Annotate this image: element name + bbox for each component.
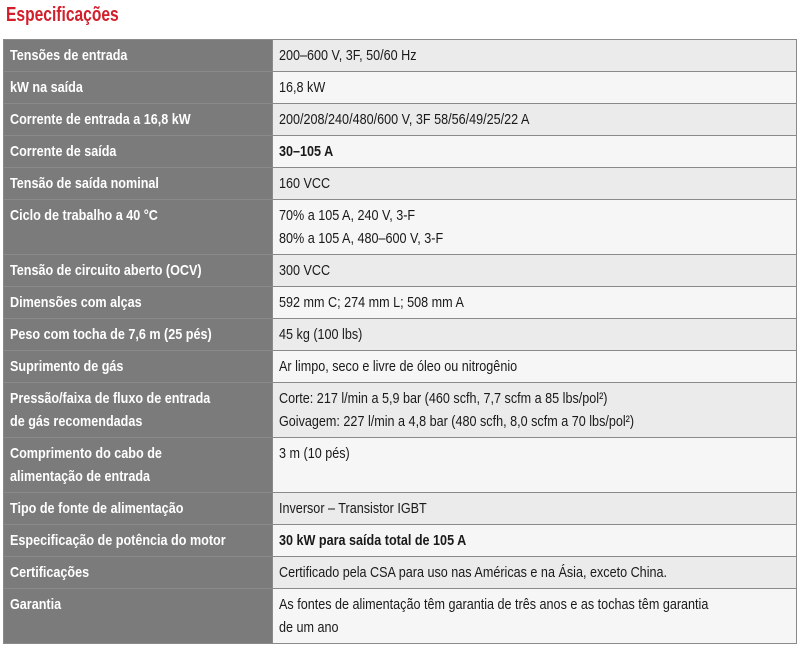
table-row [4,383,797,438]
spec-value: 16,8 kW [279,79,326,96]
spec-value-cell [273,104,797,136]
table-row [4,168,797,200]
spec-value-cell [273,557,797,589]
spec-value-cell [273,493,797,525]
spec-label-cell [4,319,273,351]
spec-value-cell [273,72,797,104]
spec-label: Comprimento do cabo de [10,445,162,462]
table-row [4,351,797,383]
spec-label: Tipo de fonte de alimentação [10,500,184,517]
spec-label: Tensão de saída nominal [10,175,159,192]
spec-value: Goivagem: 227 l/min a 4,8 bar (480 scfh, 8,0 scfm a 70 lbs/pol²) [279,413,635,430]
spec-value: 200–600 V, 3F, 50/60 Hz [279,47,417,64]
spec-value-cell [273,319,797,351]
spec-label: Tensões de entrada [10,47,128,64]
spec-value-cell [273,40,797,72]
spec-label: Corrente de saída [10,143,117,160]
table-row [4,525,797,557]
spec-value-cell [273,200,797,255]
table-row [4,287,797,319]
spec-label-cell [4,589,273,644]
table-row [4,136,797,168]
table-row [4,493,797,525]
spec-label: Tensão de circuito aberto (OCV) [10,262,202,279]
spec-label-cell [4,104,273,136]
spec-value: 30 kW para saída total de 105 A [279,532,467,549]
spec-label-cell [4,438,273,493]
spec-label-cell [4,136,273,168]
spec-value-cell [273,351,797,383]
spec-label-cell [4,168,273,200]
spec-value: 592 mm C; 274 mm L; 508 mm A [279,294,464,311]
spec-label: kW na saída [10,79,83,96]
spec-label: de gás recomendadas [10,413,143,430]
table-row [4,200,797,255]
table-row [4,319,797,351]
spec-label: Dimensões com alças [10,294,142,311]
spec-value: Ar limpo, seco e livre de óleo ou nitrogênio [279,358,518,375]
spec-label: Especificação de potência do motor [10,532,226,549]
spec-value-cell [273,255,797,287]
spec-label-cell [4,200,273,255]
spec-label: alimentação de entrada [10,468,151,485]
spec-value: de um ano [279,619,339,636]
table-row [4,72,797,104]
spec-label-cell [4,40,273,72]
spec-label-cell [4,72,273,104]
spec-label: Ciclo de trabalho a 40 °C [10,207,158,224]
spec-value: 160 VCC [279,175,331,192]
spec-label: Garantia [10,596,62,613]
spec-label: Suprimento de gás [10,358,124,375]
spec-table [3,39,797,644]
spec-label-cell [4,287,273,319]
spec-value: 70% a 105 A, 240 V, 3-F [279,207,416,224]
spec-label-cell [4,557,273,589]
spec-value: Certificado pela CSA para uso nas Américas e na Ásia, exceto China. [279,564,668,581]
spec-value-cell [273,438,797,493]
table-row [4,255,797,287]
table-row [4,438,797,493]
spec-value-cell [273,136,797,168]
spec-value-cell [273,383,797,438]
spec-label: Pressão/faixa de fluxo de entrada [10,390,211,407]
spec-value: Inversor – Transistor IGBT [279,500,427,517]
spec-value: 30–105 A [279,143,334,160]
spec-label: Peso com tocha de 7,6 m (25 pés) [10,326,212,343]
table-row [4,40,797,72]
table-row [4,557,797,589]
spec-label: Certificações [10,564,90,581]
spec-label-cell [4,493,273,525]
spec-label-cell [4,525,273,557]
table-row [4,589,797,644]
spec-value-cell [273,525,797,557]
spec-table-body [4,40,797,644]
spec-value: 45 kg (100 lbs) [279,326,363,343]
spec-value: As fontes de alimentação têm garantia de três anos e as tochas têm garantia [279,596,709,613]
spec-label: Corrente de entrada a 16,8 kW [10,111,191,128]
spec-value-cell [273,168,797,200]
spec-value: 200/208/240/480/600 V, 3F 58/56/49/25/22 A [279,111,530,128]
spec-label-cell [4,255,273,287]
spec-value-cell [273,589,797,644]
spec-label-cell [4,383,273,438]
spec-value: 300 VCC [279,262,331,279]
spec-value: Corte: 217 l/min a 5,9 bar (460 scfh, 7,7 scfm a 85 lbs/pol²) [279,390,608,407]
spec-label-cell [4,351,273,383]
spec-value-cell [273,287,797,319]
spec-value: 3 m (10 pés) [279,445,350,462]
spec-value: 80% a 105 A, 480–600 V, 3-F [279,230,444,247]
page-title: Especificações [6,4,119,26]
table-row [4,104,797,136]
